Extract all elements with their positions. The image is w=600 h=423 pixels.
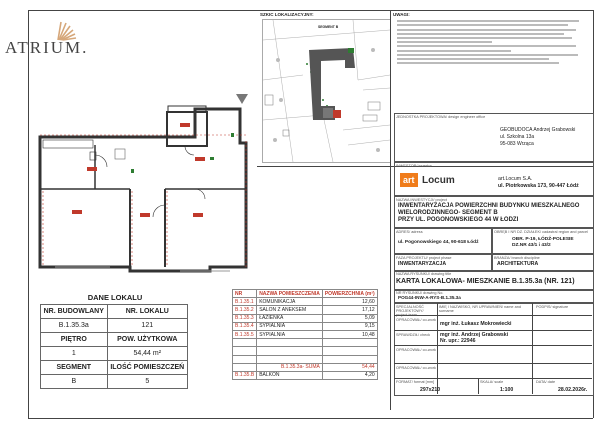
floor-plan (35, 85, 250, 275)
people-row1-role: OPRACOWAŁ/ co-work (396, 318, 436, 322)
unit-room-count: 5 (107, 375, 187, 389)
table-row: B.1.35.2 SALON Z ANEKSEM 17,12 (233, 306, 378, 314)
investor-logo (400, 170, 470, 188)
project-line-2: WIELORODZINNEGO- SEGMENT B (398, 210, 498, 216)
table-row: B.1.35.5 SYPIALNIA 10,48 (233, 330, 378, 338)
investor-address: ul. Piotrkowska 173, 90-447 Łódź (498, 183, 579, 189)
notes-title: UWAGI: (393, 12, 410, 17)
parcel-label: OBRĘB I NR DZ. DZIAŁEK/ cadastral region and parcel (494, 230, 588, 234)
people-row2-license: Nr. upr.: 22946 (440, 338, 476, 344)
date-label: DATA/ date (536, 380, 556, 384)
north-arrow-icon (236, 91, 248, 109)
table-row: B.1.35.1 KOMUNIKACJA 12,60 (233, 298, 378, 306)
unit-header-build-no: NR. BUDOWLANY (41, 305, 108, 319)
rooms-header-area: POWIERZCHNIA (m²) (322, 290, 377, 298)
phase-label: FAZA PROJEKTU/ project phase (396, 256, 452, 260)
address-value: ul. Pogonowskiego 44, 90-618 Łódź (398, 240, 479, 245)
format-value: 297x210 (420, 387, 441, 393)
unit-data-table (40, 304, 188, 389)
people-header-role: SPECJALNOŚĆ PROJEKTOWY/ project team (396, 305, 424, 317)
people-row2-name: mgr inż. Andrzej Grabowski (440, 332, 509, 338)
drawing-no-label: NR RYSUNKU/ drawing No. (396, 291, 444, 295)
unit-table-title: DANE LOKALU (87, 293, 143, 302)
investor-logo-word: Locum (421, 175, 455, 186)
unit-header-segment: SEGMENT (41, 361, 108, 375)
project-label: NAZWA INWESTYCJI/ project (396, 198, 447, 202)
investor-label: INWESTOR/ investor (396, 164, 432, 168)
people-row2-role: SPRAWDZIŁ/ check (396, 333, 431, 337)
rooms-header-nr: NR (233, 290, 257, 298)
unit-header-unit-no: NR. LOKALU (107, 305, 187, 319)
people-header-name: IMIĘ I NAZWISKO, NR UPRAWNIEŃ/ name and surname (439, 305, 521, 313)
unit-area-cell (107, 347, 187, 361)
logo-wordmark: ATRIUM. (5, 38, 89, 57)
designer-company: GEOBUDOCA Andrzej Grabowski (500, 127, 576, 133)
table-row: B.1.35.B BALKON 4,20 (233, 371, 378, 379)
unit-area: 54,44 (133, 350, 151, 357)
frame-left (28, 10, 29, 418)
table-row: B.1.35.4 SYPIALNIA 9,15 (233, 322, 378, 330)
people-row1-name: mgr inż. Łukasz Mokrowiecki (440, 321, 512, 327)
phase-value: INWENTARYZACJA (398, 261, 447, 267)
unit-floor: 1 (41, 347, 108, 361)
branch-label: BRANŻA/ branch discipline (494, 256, 540, 260)
separator-vertical (390, 10, 391, 410)
parcel-value-2: DZ.NR 43/1 i 43/2 (512, 243, 551, 248)
format-label: FORMAT/ format [mm] (396, 380, 435, 384)
address-label: ADRES/ adress (396, 230, 423, 234)
unit-no: 121 (107, 319, 187, 333)
project-line-3: PRZY UL. POGONOWSKIEGO 44 W ŁODZI (398, 217, 519, 223)
drawing-no: POG44-INW-A-RYS-B.1.35.3a (398, 295, 461, 300)
designer-street: ul. Szkolna 13a (500, 134, 535, 140)
table-row: B.1.35.3 ŁAZIENKA 5,09 (233, 314, 378, 322)
drawing-title-label: NAZWA RYSUNKU/ drawing title (396, 272, 452, 276)
unit-area-unit: m² (152, 350, 162, 357)
frame-top (28, 10, 593, 11)
rooms-header-name: NAZWA POMIESZCZENIA (257, 290, 323, 298)
investor-name: art.Locum S.A. (498, 176, 533, 182)
scale-label: SKALA/ scale (480, 380, 504, 384)
site-plan-label: SZKIC LOKALIZACYJNY: (260, 12, 314, 17)
unit-build-no: B.1.35.3a (41, 319, 108, 333)
drawing-title: KARTA LOKALOWA- MIESZKANIE B.1.35.3a (NR. 121) (396, 278, 575, 285)
designer-city: 95-083 Wrząca (500, 141, 534, 147)
site-plan (262, 19, 391, 163)
designer-box (394, 113, 594, 162)
investor-logo-box: art (400, 173, 418, 187)
parcel-value-1: OBR. P-19, ŁÓDŹ-POLESIE (512, 237, 574, 242)
designer-label: JEDNOSTKA PROJEKTOWA/ design engineer office (396, 115, 486, 119)
site-plan-segment-label: SEGMENT B (318, 25, 339, 29)
frame-bottom (28, 418, 593, 419)
project-line-1: INWENTARYZACJA POWIERZCHNI BUDYNKU MIESZKALNEGO (398, 203, 580, 209)
people-header-signature: PODPIS/ signature (536, 305, 569, 309)
date-value: 28.02.2026r. (558, 387, 588, 393)
unit-segment: B (41, 375, 108, 389)
people-row4-role: OPRACOWAŁ/ co-work (396, 366, 436, 370)
scale-value: 1:100 (500, 387, 514, 393)
unit-header-area: POW. UŻYTKOWA (107, 333, 187, 347)
unit-header-room-count: ILOŚĆ POMIESZCZEŃ (107, 361, 187, 375)
unit-header-floor: PIĘTRO (41, 333, 108, 347)
notes-block (397, 18, 587, 66)
rooms-table (232, 289, 378, 380)
branch-value: ARCHITEKTURA (497, 261, 539, 267)
people-row3-role: OPRACOWAŁ/ co-work (396, 348, 436, 352)
rooms-sum-row: B.1.35.3a- SUMA 54,44 (233, 363, 378, 371)
